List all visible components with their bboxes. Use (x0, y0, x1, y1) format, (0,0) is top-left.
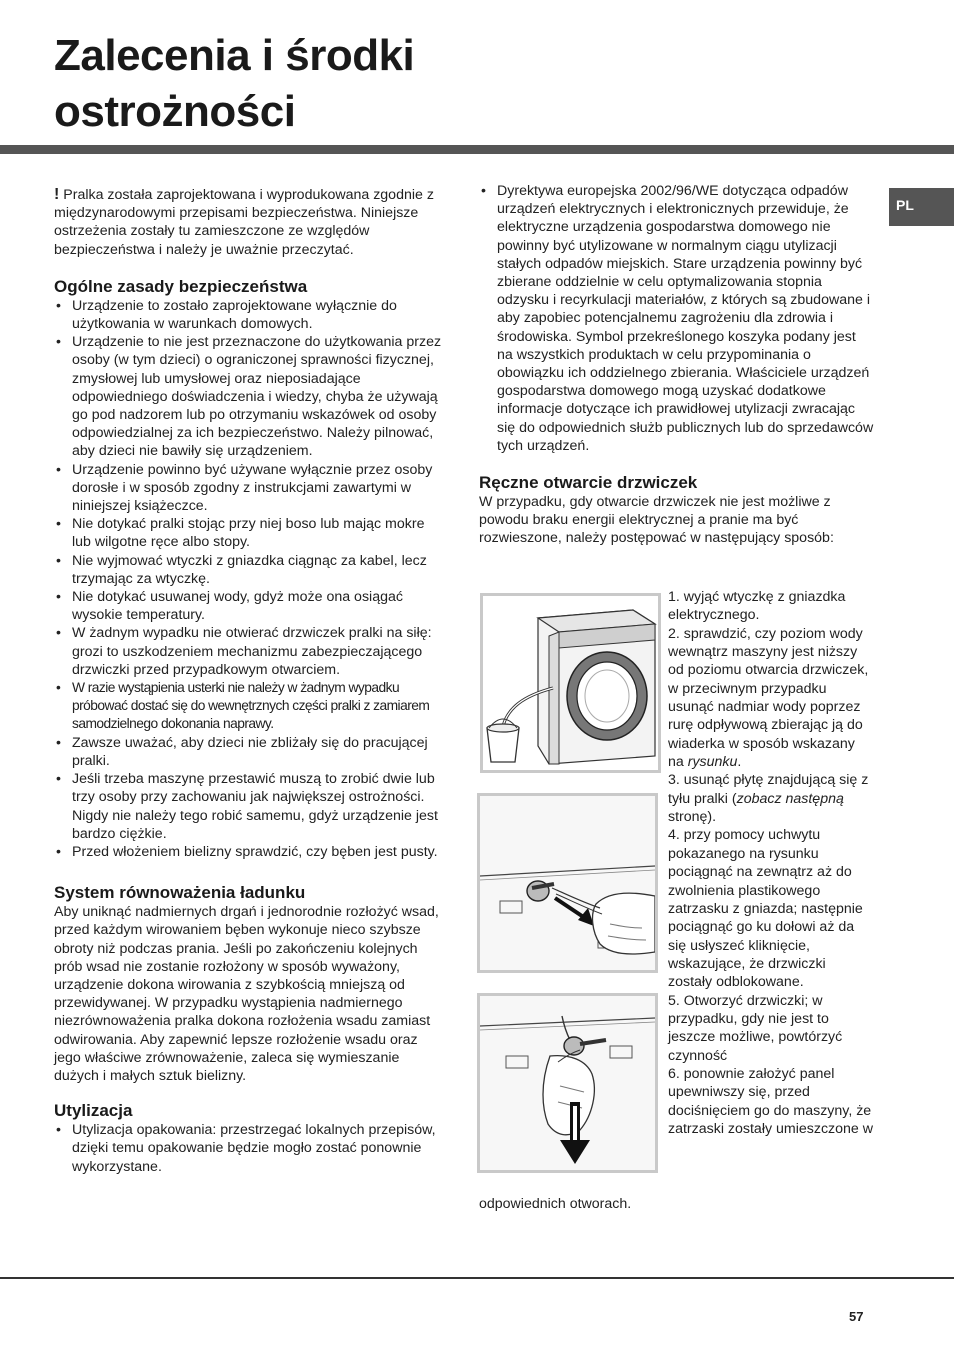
step-5: 5. Otworzyć drzwiczki; w przypadku, gdy nie jest to jeszcze możliwe, powtórzyć czynność (668, 992, 843, 1064)
figure-pull-down (477, 993, 658, 1173)
list-item: • Urządzenie to zostało zaprojektowane wyłącznie do użytkowania w warunkach domowych. (54, 297, 444, 333)
figure-drain-water (480, 593, 661, 773)
step-3-emphasis: zobacz następną (736, 790, 844, 807)
right-column (479, 182, 874, 548)
list-item: • Dyrektywa europejska 2002/96/WE dotycząca odpadów urządzeń elektrycznych i elektronicznych przewiduje, że elektryczne urządzenia gospodarstwa domowego nie powinny być utylizowane w normalnym ciągu utylizacji stałych odpadów miejskich. Stare urządzenia powinny być zbierane oddzielnie w celu optymalizowania stopnia odzysku i recyrkulacji materiałów, z których są zbudowane i aby zapobiec potencjalnemu zagrożeniu dla zdrowia i środowiska. Symbol przekreślonego koszyka podany jest na wszystkich produktach w celu przypominania o obowiązku ich oddzielnego zbierania. Właściciele urządzeń gospodarstwa domowego mogą uzyskać dodatkowe informacje dotyczące ich prawidłowej utylizacji zwracając się do odpowiednich służb publicznych lub do sprzedawców tych urządzeń. (479, 182, 874, 455)
step-2-emphasis: rysunku (687, 754, 738, 771)
language-label: PL (896, 197, 914, 213)
title-divider (0, 145, 954, 154)
door-opening-intro: W przypadku, gdy otwarcie drzwiczek nie jest możliwe z powodu braku energii elektrycznej a pranie ma być rozwieszone, należy postępować w następujący sposób: (479, 494, 834, 547)
list-item: • Utylizacja opakowania: przestrzegać lokalnych przepisów, dzięki temu opakowanie będzie mogło zostać ponownie wykorzystane. (54, 1121, 444, 1176)
list-item: • Jeśli trzeba maszynę przestawić muszą to zrobić dwie lub trzy osoby przy zachowaniu jak największej ostrożności. Nigdy nie należy tego robić samemu, gdyż urządzenie jest bardzo ciężkie. (54, 770, 444, 843)
pull-tab-down-illustration (480, 996, 655, 1170)
door-opening-steps (668, 588, 873, 1138)
list-item: • Zawsze uważać, aby dzieci nie zbliżały się do pracującej pralki. (54, 734, 444, 770)
list-item: • Urządzenie powinno być używane wyłącznie przez osoby dorosłe i w sposób zgodny z instrukcjami zawartymi w niniejszej książeczce. (54, 461, 444, 516)
list-item: • Urządzenie to nie jest przeznaczone do użytkowania przez osoby (w tym dzieci) o ograniczonej sprawności fizycznej, zmysłowej lub umysłowej oraz nieposiadające odpowiedniego doświadczenia i wiedzy, chyba że używają go pod nadzorem lub po otrzymaniu wskazówek od osoby odpowiedzialnej za ich bezpieczeństwo. Należy pilnować, aby dzieci nie bawiły się urządzeniem. (54, 333, 444, 460)
warning-mark: ! (54, 186, 60, 203)
step-2-end: . (737, 754, 742, 771)
footer-divider (0, 1277, 954, 1279)
step-3-end: stronę). (668, 809, 717, 826)
pull-release-tab-illustration (480, 796, 655, 970)
figure-pull-tab (477, 793, 658, 973)
page-title-line-2: ostrożności (54, 87, 296, 136)
intro-paragraph (54, 186, 444, 259)
step-1: 1. wyjąć wtyczkę z gniazdka elektrycznego. (668, 589, 846, 624)
list-item: • Nie wyjmować wtyczki z gniazdka ciągnąc za kabel, lecz trzymając za wtyczkę. (54, 552, 444, 588)
balance-paragraph: Aby uniknąć nadmiernych drgań i jednorodnie rozłożyć wsad, przed każdym wirowaniem bęben wykonuje nieco szybsze obroty niż podczas prania. Jeśli po zakończeniu kolejnych prób wsad nie zostanie rozłożony w sposób wyważony, urządzenie dokona wirowania z szybkością mniejszą od przewidywanej. W przypadku wystąpienia nadmiernego niezrównoważenia pralka dokona rozłożenia wsadu zamiast odwirowania. Aby zapewnić lepsze rozłożenie wsadu oraz jego właściwe zrównoważenie, zaleca się wymieszanie dużych i małych sztuk bielizny. (54, 904, 439, 1084)
safety-list (54, 297, 444, 861)
disposal-list (54, 1121, 444, 1176)
intro-text: Pralka została zaprojektowana i wyprodukowana zgodnie z międzynarodowymi przepisami bezpieczeństwa. Niniejsze ostrzeżenia zostały tu zamieszczone ze względów bezpieczeństwa i należy je uważnie przeczytać. (54, 187, 434, 258)
section-title-disposal: Utylizacja (54, 1101, 133, 1121)
language-tab (889, 188, 954, 226)
step-6: 6. ponownie założyć panel upewniwszy się, przed dociśnięciem go do maszyny, że zatrzaski zostały umieszczone w (668, 1065, 873, 1137)
step-3-text: 3. usunąć płytę znajdującą się z tyłu pralki ( (668, 772, 869, 807)
left-column (54, 186, 444, 1176)
section-title-balance: System równoważenia ładunku (54, 883, 306, 903)
list-item: • Nie dotykać usuwanej wody, gdyż może ona osiągać wysokie temperatury. (54, 588, 444, 624)
page-number: 57 (849, 1309, 864, 1324)
page-title-line-1: Zalecenia i środki (54, 31, 415, 80)
step-2 (668, 625, 873, 772)
section-title-safety: Ogólne zasady bezpieczeństwa (54, 276, 308, 296)
page-title (54, 28, 754, 140)
step-3 (668, 771, 873, 826)
step-6-continuation: odpowiednich otworach. (479, 1196, 632, 1212)
list-item: • W razie wystąpienia usterki nie należy w żadnym wypadku próbować dostać się do wewnętrznych części pralki z zamiarem samodzielnego dokonania naprawy. (54, 679, 444, 734)
weee-list (479, 182, 874, 455)
list-item: • Nie dotykać pralki stojąc przy niej boso lub mając mokre lub wilgotne ręce albo stopy. (54, 515, 444, 551)
washing-machine-drain-illustration (483, 596, 658, 770)
list-item: • Przed włożeniem bielizny sprawdzić, czy bęben jest pusty. (54, 843, 444, 861)
list-item: • W żadnym wypadku nie otwierać drzwiczek pralki na siłę: grozi to uszkodzeniem mechanizmu zabezpieczającego drzwiczki przed przypadkowym otwarciem. (54, 624, 444, 679)
step-2-text: 2. sprawdzić, czy poziom wody wewnątrz maszyny jest niższy od poziomu otwarcia drzwiczek, w przeciwnym przypadku usunąć nadmiar wody poprzez rurę odpływową zbierając ją do wiaderka w sposób wskazany na (668, 625, 869, 771)
step-4: 4. przy pomocy uchwytu pokazanego na rysunku pociągnąć na zewnątrz aż do zwolnienia plastikowego zatrzasku z gniazda; następnie pociągnąć go ku dołowi aż da się usłyszeć kliknięcie, wskazujące, że drzwiczki zostały odblokowane. (668, 827, 863, 991)
section-title-door-opening: Ręczne otwarcie drzwiczek (479, 473, 698, 493)
